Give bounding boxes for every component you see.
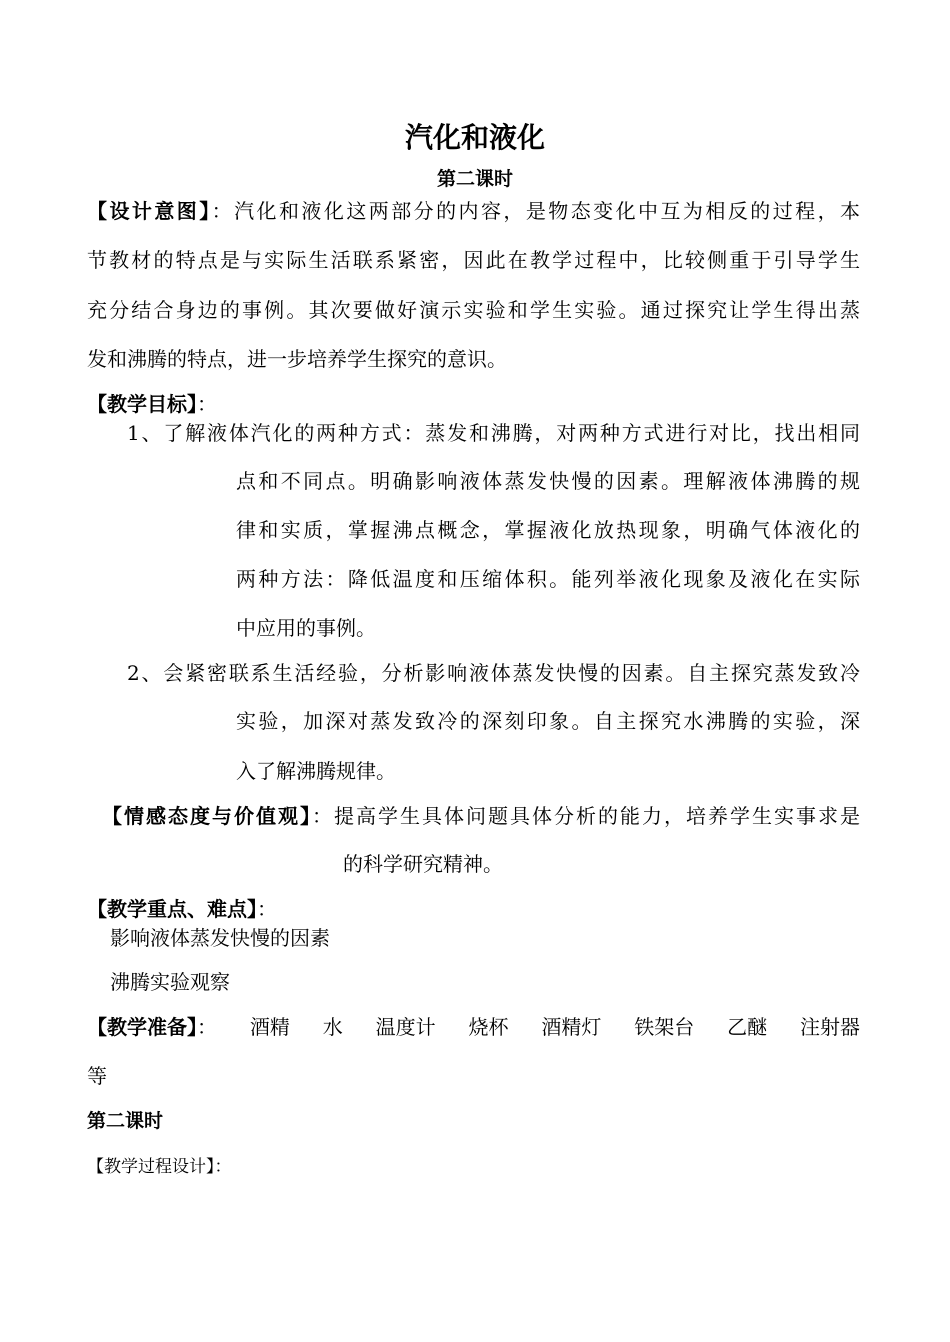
objective-1-line-5: 中应用的事例。 <box>236 616 376 640</box>
material-item: 温度计 <box>375 1015 436 1039</box>
material-item: 烧杯 <box>468 1015 509 1039</box>
key-points-colon: ： <box>257 897 277 921</box>
material-item: 水 <box>322 1015 343 1039</box>
lesson-heading: 第二课时 <box>87 1110 164 1132</box>
document-subtitle: 第二课时 <box>436 168 513 190</box>
process-label: 【教学过程设计】： <box>87 1157 232 1177</box>
preparation-colon: ： <box>197 1015 217 1039</box>
document-title: 汽化和液化 <box>404 121 545 154</box>
material-item: 铁架台 <box>634 1015 695 1039</box>
values-line-2: 的科学研究精神。 <box>343 852 503 876</box>
key-point-2: 沸腾实验观察 <box>110 970 230 994</box>
design-intent-text-1: 汽化和液化这两部分的内容，是物态变化中互为相反的过程，本 <box>234 199 860 223</box>
design-intent-line-3: 充分结合身边的事例。其次要做好演示实验和学生实验。通过探究让学生得出蒸 <box>87 298 860 322</box>
design-intent-colon: ： <box>211 199 235 223</box>
design-intent-line-1 <box>87 196 860 226</box>
preparation-line <box>87 1012 860 1042</box>
objective-1-line-4: 两种方法：降低温度和压缩体积。能列举液化现象及液化在实际 <box>236 567 860 591</box>
objective-2-line-1: 2、会紧密联系生活经验，分析影响液体蒸发快慢的因素。自主探究蒸发致冷 <box>127 661 860 685</box>
objective-1-line-3: 律和实质，掌握沸点概念，掌握液化放热现象，明确气体液化的 <box>236 518 860 542</box>
key-point-1: 影响液体蒸发快慢的因素 <box>110 926 330 950</box>
objectives-heading <box>87 389 217 419</box>
key-points-label: 【教学重点、难点】 <box>87 897 257 921</box>
design-intent-line-2: 节教材的特点是与实际生活联系紧密，因此在教学过程中，比较侧重于引导学生 <box>87 248 860 272</box>
key-points-heading <box>87 894 277 924</box>
objectives-label: 【教学目标】 <box>87 392 197 416</box>
preparation-trailing: 等 <box>87 1064 107 1088</box>
preparation-heading <box>87 1012 217 1042</box>
design-intent-line-4: 发和沸腾的特点，进一步培养学生探究的意识。 <box>87 347 507 371</box>
objective-2-line-2: 实验，加深对蒸发致冷的深刻印象。自主探究水沸腾的实验，深 <box>236 709 860 733</box>
design-intent-label: 【设计意图】 <box>87 199 212 223</box>
material-item: 乙醚 <box>727 1015 768 1039</box>
preparation-label: 【教学准备】 <box>87 1015 197 1039</box>
objective-1-line-2: 点和不同点。明确影响液体蒸发快慢的因素。理解液体沸腾的规 <box>236 469 860 493</box>
values-line-1 <box>102 801 860 831</box>
objective-1-line-1: 1、了解液体汽化的两种方式：蒸发和沸腾，对两种方式进行对比，找出相同 <box>127 421 860 445</box>
objectives-colon: ： <box>197 392 217 416</box>
values-text-1: 提高学生具体问题具体分析的能力，培养学生实事求是 <box>334 804 860 828</box>
values-colon: ： <box>312 804 334 828</box>
material-item: 酒精 <box>249 1015 290 1039</box>
objective-2-line-3: 入了解沸腾规律。 <box>236 759 396 783</box>
material-item: 酒精灯 <box>541 1015 602 1039</box>
values-label: 【情感态度与价值观】 <box>102 804 312 828</box>
material-item: 注射器 <box>800 1015 860 1039</box>
